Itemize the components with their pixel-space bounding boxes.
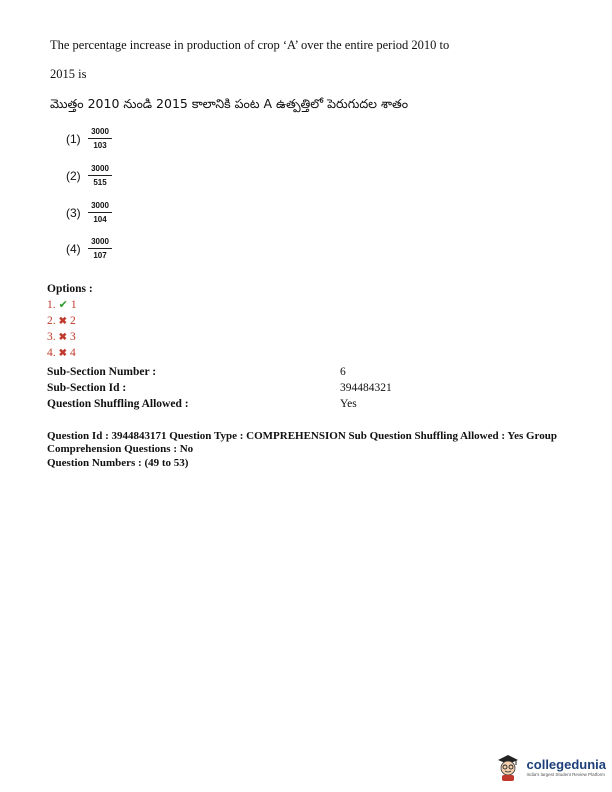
check-icon: ✔ <box>58 299 68 311</box>
numerator: 3000 <box>91 127 109 136</box>
option-index: 3. <box>47 331 56 343</box>
shuffling-allowed-label: Question Shuffling Allowed : <box>47 398 189 410</box>
fraction <box>88 201 112 224</box>
answer-number: (4) <box>66 241 81 256</box>
option-value: 3 <box>70 331 76 343</box>
numerator: 3000 <box>91 237 109 246</box>
option-value: 4 <box>70 347 76 359</box>
collegedunia-logo <box>495 752 606 782</box>
option-item-2 <box>47 315 76 327</box>
denominator: 515 <box>93 178 107 187</box>
shuffling-allowed-value: Yes <box>340 398 357 410</box>
answer-number: (1) <box>66 131 81 146</box>
cross-icon: ✖ <box>58 331 68 343</box>
option-item-4 <box>47 347 76 359</box>
answer-choice-4 <box>66 237 112 260</box>
fraction-bar <box>88 138 112 139</box>
question-id-line: Question Id : 3944843171 Question Type : COMPREHENSION Sub Question Shuffling Allowed : Yes Group <box>47 430 557 442</box>
fraction-bar <box>88 248 112 249</box>
logo-name: collegedunia <box>526 757 606 772</box>
option-value: 2 <box>70 315 76 327</box>
sub-section-number-label: Sub-Section Number : <box>47 366 157 378</box>
sub-section-number-value: 6 <box>340 366 346 378</box>
comprehension-line: Comprehension Questions : No <box>47 443 194 455</box>
option-item-1 <box>47 298 77 311</box>
denominator: 107 <box>93 251 107 260</box>
fraction-bar <box>88 175 112 176</box>
fraction <box>88 127 112 150</box>
answer-number: (2) <box>66 168 81 183</box>
answer-choice-2 <box>66 164 112 187</box>
option-index: 2. <box>47 315 56 327</box>
options-heading: Options : <box>47 283 93 295</box>
option-index: 4. <box>47 347 56 359</box>
denominator: 104 <box>93 215 107 224</box>
sub-section-id-value: 394484321 <box>340 382 392 394</box>
student-mascot-icon <box>495 752 521 782</box>
numerator: 3000 <box>91 201 109 210</box>
answer-choice-1 <box>66 127 112 150</box>
question-text-telugu: మొత్తం 2010 నుండి 2015 కాలానికి పంట A ఉత్పత్తిలో పెరుగుదల శాతం <box>50 96 409 111</box>
option-value: 1 <box>70 298 77 311</box>
question-numbers-line: Question Numbers : (49 to 53) <box>47 457 189 469</box>
question-text-line2: 2015 is <box>50 67 87 81</box>
sub-section-id-label: Sub-Section Id : <box>47 382 127 394</box>
option-item-3 <box>47 331 76 343</box>
cross-icon: ✖ <box>58 315 68 327</box>
logo-tagline: India's largest Student Review Platform <box>526 772 605 777</box>
answer-number: (3) <box>66 205 81 220</box>
numerator: 3000 <box>91 164 109 173</box>
option-index: 1. <box>47 298 56 311</box>
answer-choice-3 <box>66 201 112 224</box>
cross-icon: ✖ <box>58 347 68 359</box>
fraction <box>88 164 112 187</box>
denominator: 103 <box>93 141 107 150</box>
question-text-line1: The percentage increase in production of crop ‘A’ over the entire period 2010 to <box>50 38 450 52</box>
fraction <box>88 237 112 260</box>
fraction-bar <box>88 212 112 213</box>
